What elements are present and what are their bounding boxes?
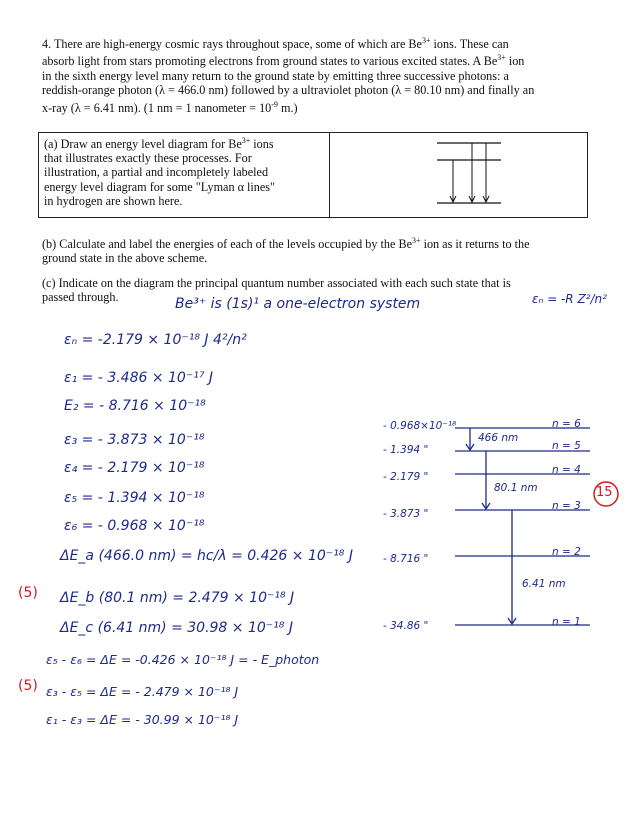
problem-line-4: reddish-orange photon (λ = 466.0 nm) followed by a ultraviolet photon (λ = 80.10 nm) and finally an	[42, 83, 535, 98]
grade-mark-a: (5)	[18, 585, 38, 601]
hw-delta-c: ΔE_c (6.41 nm) = 30.98 × 10⁻¹⁸ J	[60, 620, 293, 636]
hw-diff-3: ε₁ - ε₃ = ΔE = - 30.99 × 10⁻¹⁸ J	[46, 712, 239, 727]
hw-en-formula: εₙ = -2.179 × 10⁻¹⁸ J 4²/n²	[64, 332, 247, 348]
grade-mark-b: (5)	[18, 678, 38, 694]
part-b-text: (b) Calculate and label the energies of each of the levels occupied by the $Be^{3+}$ ion as it returns to the ground state in the above scheme.	[42, 236, 530, 266]
hw-e3: ε₃ = - 3.873 × 10⁻¹⁸	[64, 432, 205, 448]
hw-e2: E₂ = - 8.716 × 10⁻¹⁸	[64, 398, 206, 414]
problem-line-1: 4. There are high-energy cosmic rays throughout space, some of which are $Be^{3+}$ ions. These can	[42, 36, 509, 51]
hw-diff-2: ε₃ - ε₅ = ΔE = - 2.479 × 10⁻¹⁸ J	[46, 684, 239, 699]
level-energy-1: - 34.86 "	[383, 620, 429, 632]
part-a-box	[38, 132, 588, 218]
part-c-text: (c) Indicate on the diagram the principal quantum number associated with each such state that is passed through.	[42, 276, 511, 305]
level-energy-2: - 8.716 "	[383, 553, 429, 565]
problem-line-5: x-ray (λ = 6.41 nm). (1 nm = 1 nanometer = $10^{-9}$ m.)	[42, 99, 298, 115]
level-n-1: n = 1	[552, 616, 581, 628]
level-n-5: n = 5	[552, 440, 581, 452]
hw-e4: ε₄ = - 2.179 × 10⁻¹⁸	[64, 460, 205, 476]
problem-paragraph	[42, 34, 602, 115]
transition-label-466: 466 nm	[478, 432, 519, 444]
level-energy-3: - 3.873 "	[383, 508, 429, 520]
circled-grade-value: 15	[596, 485, 613, 500]
part-a-text: (a) Draw an energy level diagram for $Be^{3+}$ ions that illustrates exactly these processes. For illustration, a partial and incompletely labeled energy level diagram for some "Lyman α lines" in hydrogen are shown here.	[44, 136, 276, 208]
level-energy-6: - 0.968×10⁻¹⁸	[383, 420, 457, 432]
hw-diff-1: ε₅ - ε₆ = ΔE = -0.426 × 10⁻¹⁸ J = - E_photon	[46, 652, 320, 667]
transition-label-80: 80.1 nm	[494, 482, 538, 494]
level-energy-4: - 2.179 "	[383, 471, 429, 483]
hw-e1: ε₁ = - 3.486 × 10⁻¹⁷ J	[64, 370, 214, 386]
hw-delta-b: ΔE_b (80.1 nm) = 2.479 × 10⁻¹⁸ J	[60, 590, 295, 606]
level-energy-5: - 1.394 "	[383, 444, 429, 456]
level-n-3: n = 3	[552, 500, 581, 512]
level-n-6: n = 6	[552, 418, 581, 430]
hw-e5: ε₅ = - 1.394 × 10⁻¹⁸	[64, 490, 205, 506]
hw-header-formula: εₙ = -R Z²/n²	[532, 292, 607, 306]
problem-line-3: in the sixth energy level many return to the ground state by emitting three successive photons: a	[42, 68, 509, 83]
hw-delta-a: ΔE_a (466.0 nm) = hc/λ = 0.426 × 10⁻¹⁸ J	[60, 548, 353, 564]
level-n-2: n = 2	[552, 546, 581, 558]
lyman-example-diagram	[331, 133, 601, 217]
problem-line-2: absorb light from stars promoting electrons from ground states to various excited states. A $Be^{3+}$ ion	[42, 53, 525, 69]
transition-label-6: 6.41 nm	[522, 578, 566, 590]
level-n-4: n = 4	[552, 464, 581, 476]
hw-e6: ε₆ = - 0.968 × 10⁻¹⁸	[64, 518, 205, 534]
hw-header: Be³⁺ is (1s)¹ a one-electron system	[175, 296, 421, 312]
